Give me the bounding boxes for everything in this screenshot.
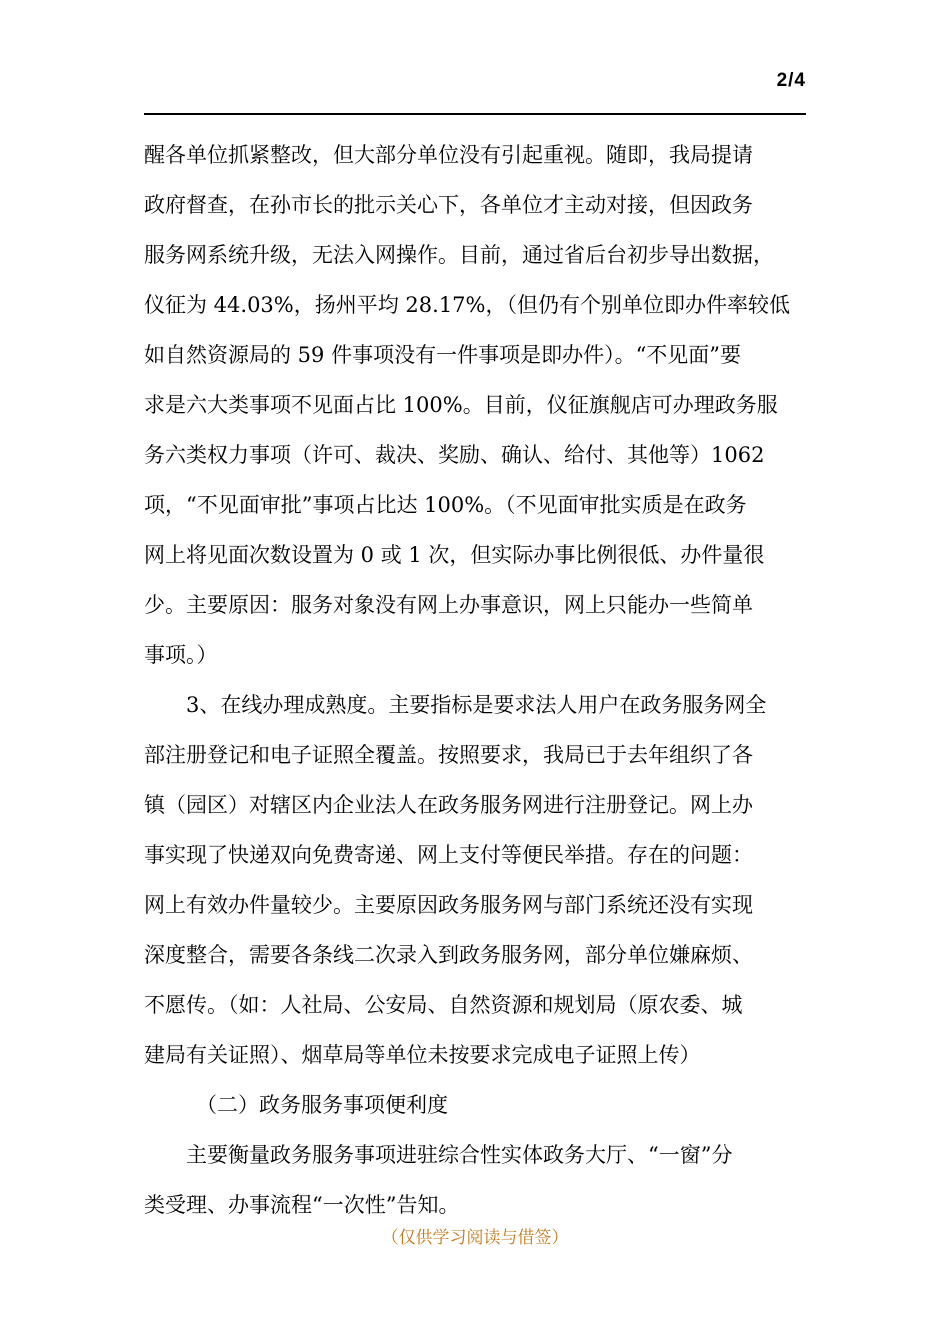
paragraph-line: 求是六大类事项不见面占比 100%。目前，仪征旗舰店可办理政务服 xyxy=(144,393,778,417)
section-heading: （二）政务服务事项便利度 xyxy=(196,1093,448,1117)
paragraph-line: 不愿传。（如：人社局、公安局、自然资源和规划局（原农委、城 xyxy=(144,993,743,1017)
paragraph-line: 部注册登记和电子证照全覆盖。按照要求，我局已于去年组织了各 xyxy=(144,743,753,767)
paragraph-line: 3、在线办理成熟度。主要指标是要求法人用户在政务服务网全 xyxy=(186,693,767,717)
paragraph-line: 主要衡量政务服务事项进驻综合性实体政务大厅、“一窗”分 xyxy=(186,1143,733,1167)
header-divider xyxy=(144,113,806,115)
paragraph-line: 如自然资源局的 59 件事项没有一件事项是即办件）。“不见面”要 xyxy=(144,343,742,367)
document-body xyxy=(144,130,844,1230)
footer-note: （仅供学习阅读与借签） xyxy=(381,1228,569,1248)
paragraph-line: 少。主要原因：服务对象没有网上办事意识，网上只能办一些简单 xyxy=(144,593,753,617)
paragraph-line: 务六类权力事项（许可、裁决、奖励、确认、给付、其他等）1062 xyxy=(144,443,765,467)
paragraph-line: 事实现了快递双向免费寄递、网上支付等便民举措。存在的问题： xyxy=(144,843,753,867)
page-number: 2/4 xyxy=(776,70,806,91)
paragraph-line: 政府督查，在孙市长的批示关心下，各单位才主动对接，但因政务 xyxy=(144,193,753,217)
paragraph-line: 镇（园区）对辖区内企业法人在政务服务网进行注册登记。网上办 xyxy=(144,793,753,817)
paragraph-line: 事项。） xyxy=(144,643,218,667)
paragraph-line: 网上将见面次数设置为 0 或 1 次，但实际办事比例很低、办件量很 xyxy=(144,543,765,567)
paragraph-line: 仪征为 44.03%，扬州平均 28.17%，（但仍有个别单位即办件率较低 xyxy=(144,293,790,317)
paragraph-line: 服务网系统升级，无法入网操作。目前，通过省后台初步导出数据， xyxy=(144,243,774,267)
paragraph-line: 醒各单位抓紧整改，但大部分单位没有引起重视。随即，我局提请 xyxy=(144,143,753,167)
paragraph-line: 网上有效办件量较少。主要原因政务服务网与部门系统还没有实现 xyxy=(144,893,753,917)
paragraph-line: 类受理、办事流程“一次性”告知。 xyxy=(144,1193,460,1217)
paragraph-line: 项，“不见面审批”事项占比达 100%。（不见面审批实质是在政务 xyxy=(144,493,747,517)
paragraph-line: 深度整合，需要各条线二次录入到政务服务网，部分单位嫌麻烦、 xyxy=(144,943,753,967)
paragraph-line: 建局有关证照）、烟草局等单位未按要求完成电子证照上传） xyxy=(144,1043,701,1067)
